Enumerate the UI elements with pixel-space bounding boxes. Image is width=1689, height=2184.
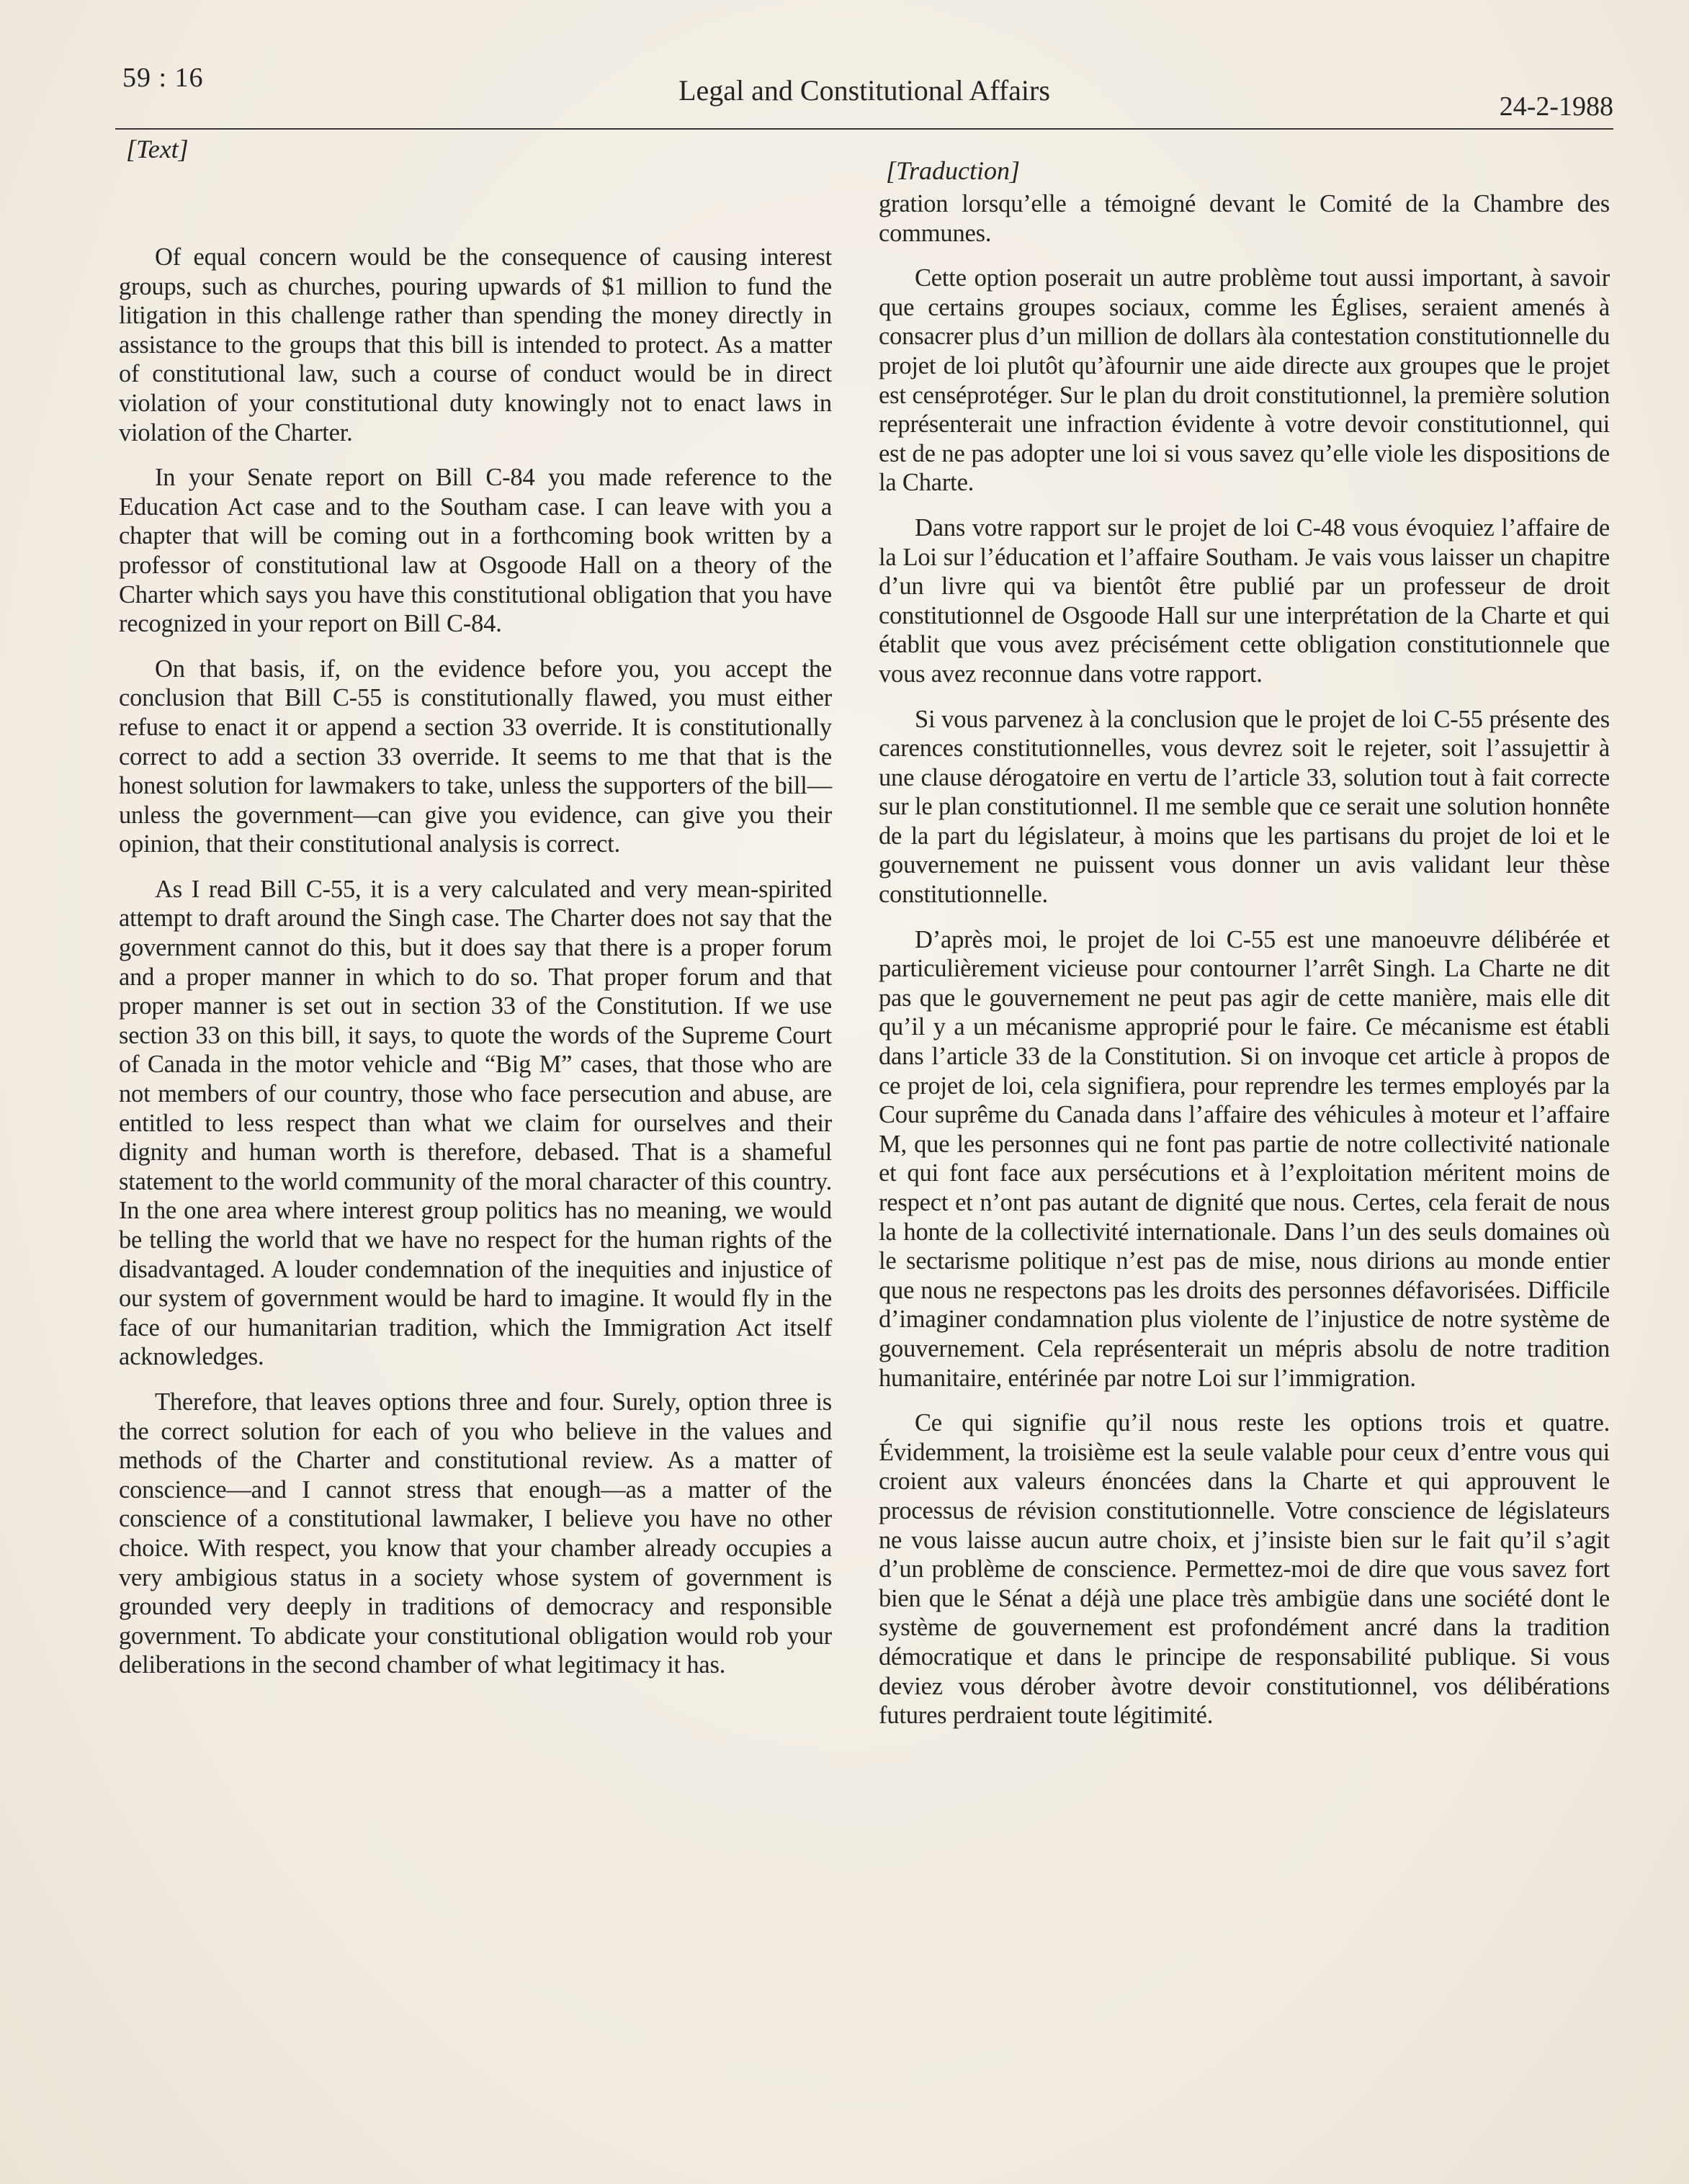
page-header (115, 58, 1613, 130)
running-title: Legal and Constitutional Affairs (678, 74, 1050, 107)
paragraph: In your Senate report on Bill C-84 you made reference to the Education Act case and to the Southam case. I can leave with you a chapter that will be coming out in a forthcoming book written by a professor of constitutional law at Osgoode Hall on a theory of the Charter which says you have this constitutional obligation that you have recognized in your report on Bill C-84. (119, 464, 832, 638)
english-column (119, 133, 832, 1696)
french-column (879, 133, 1610, 1746)
header-rule (115, 128, 1613, 130)
header-date: 24-2-1988 (1499, 91, 1613, 122)
paragraph: As I read Bill C-55, it is a very calculated and very mean-spirited attempt to draft around the Singh case. The Charter does not say that the government cannot do this, but it does say that there is a proper forum and a proper manner in which to do so. That proper forum and that proper manner is set out in section 33 of the Constitution. If we use section 33 on this bill, it says, to quote the words of the Supreme Court of Canada in the motor vehicle and “Big M” cases, that those who are not members of our country, those who face persecution and abuse, are entitled to less respect than what we claim for ourselves and their dignity and human worth is therefore, debased. That is a shameful statement to the world community of the moral character of this country. In the one area where interest group politics has no meaning, we would be telling the world that we have no respect for the human rights of the disadvantaged. A louder condemnation of the inequities and injustice of our system of government would be hard to imagine. It would fly in the face of our humanitarian tradition, which the Immigration Act itself acknowledges. (119, 875, 832, 1371)
paragraph: On that basis, if, on the evidence before you, you accept the conclusion that Bill C-55 is constitutionally flawed, you must either refuse to enact it or append a section 33 override. It is constitutionally correct to add a section 33 override. It seems to me that that is the honest solution for lawmakers to take, unless the supporters of the bill—unless the government—can give you evidence, can give you their opinion, that their constitutional analysis is correct. (119, 655, 832, 858)
section-tag-text: [Text] (126, 135, 189, 163)
section-tag-traduction: [Traduction] (886, 156, 1021, 185)
paragraph: Si vous parvenez à la conclusion que le projet de loi C-55 présente des carences constitutionnelles, vous devrez soit le rejeter, soit l’assujettir à une clause dérogatoire en vertu de l’article 33, solution tout à fait correcte sur le plan constitutionnel. Il me semble que ce serait une solution honnête de la part du législateur, à moins que les partisans du projet de loi et le gouvernement ne puissent vous donner un avis validant leur thèse constitutionnelle. (879, 705, 1610, 909)
paragraph: Cette option poserait un autre problème tout aussi important, à savoir que certains groupes sociaux, comme les Églises, seraient amenés à consacrer plus d’un million de dollars àla contestation constitutionnelle du projet de loi plutôt qu’àfournir une aide directe aux groupes que le projet est censéprotéger. Sur le plan du droit constitutionnel, la première solution représenterait une infraction évidente à votre devoir constitutionnel, qui est de ne pas adopter une loi si vous savez qu’elle viole les dispositions de la Charte. (879, 264, 1610, 497)
paragraph: D’après moi, le projet de loi C-55 est une manoeuvre délibérée et particulièrement vicieuse pour contourner l’arrêt Singh. La Charte ne dit pas que le gouvernement ne peut pas agir de cette manière, mais elle dit qu’il y a un mécanisme approprié pour le faire. Ce mécanisme est établi dans l’article 33 de la Constitution. Si on invoque cet article à propos de ce projet de loi, cela signifiera, pour reprendre les termes employés par la Cour suprême du Canada dans l’affaire des véhicules à moteur et l’affaire M, que les personnes qui ne font pas partie de notre collectivité nationale et qui font face aux persécutions et à l’exploitation méritent moins de respect et n’ont pas autant de dignité que nous. Certes, cela ferait de nous la honte de la collectivité internationale. Dans l’un des seuls domaines où le sectarisme politique n’est pas de mise, nous dirions au monde entier que nous ne respectons pas les droits des personnes défavorisées. Difficile d’imaginer condamnation plus violente de l’injustice de notre système de gouvernement. Cela représenterait un mépris absolu de notre tradition humanitaire, entérinée par notre Loi sur l’immigration. (879, 925, 1610, 1392)
paragraph: Therefore, that leaves options three and four. Surely, option three is the correct solution for each of you who believe in the values and methods of the Charter and constitutional review. As a matter of conscience—and I cannot stress that enough—as a matter of the conscience of a constitutional lawmaker, I believe you have no other choice. With respect, you know that your chamber already occupies a very ambigious status in a society whose system of government is grounded very deeply in traditions of democracy and responsible government. To abdicate your constitutional obligation would rob your deliberations in the second chamber of what legitimacy it has. (119, 1388, 832, 1679)
paragraph: Of equal concern would be the consequence of causing interest groups, such as churches, pouring upwards of $1 million to fund the litigation in this challenge rather than spending the money directly in assistance to the groups that this bill is intended to protect. As a matter of constitutional law, such a course of conduct would be in direct violation of your constitutional duty knowingly not to enact laws in violation of the Charter. (119, 243, 832, 446)
paragraph: Dans votre rapport sur le projet de loi C-48 vous évoquiez l’affaire de la Loi sur l’éducation et l’affaire Southam. Je vais vous laisser un chapitre d’un livre qui va bientôt être publié par un professeur de droit constitutionnel de Osgoode Hall sur une interprétation de la Charte et qui établit que vous avez précisément cette obligation constitutionnele que vous avez reconnue dans votre rapport. (879, 513, 1610, 688)
paragraph: Ce qui signifie qu’il nous reste les options trois et quatre. Évidemment, la troisième est la seule valable pour ceux d’entre vous qui croient aux valeurs énoncées dans la Charte et qui approuvent le processus de révision constitutionnelle. Votre conscience de législateurs ne vous laisse aucun autre choix, et j’insiste bien sur le fait qu’il s’agit d’un problème de conscience. Permettez-moi de dire que vous savez fort bien que le Sénat a déjà une place très ambigüe dans une société dont le système de gouvernement est profondément ancré dans la tradition démocratique et dans le principe de responsabilité publique. Si vous deviez vous dérober àvotre devoir constitutionnel, vos délibérations futures perdraient toute légitimité. (879, 1409, 1610, 1730)
continued-paragraph: gration lorsqu’elle a témoigné devant le Comité de la Chambre des communes. (879, 190, 1610, 247)
page-number: 59 : 16 (122, 63, 204, 93)
